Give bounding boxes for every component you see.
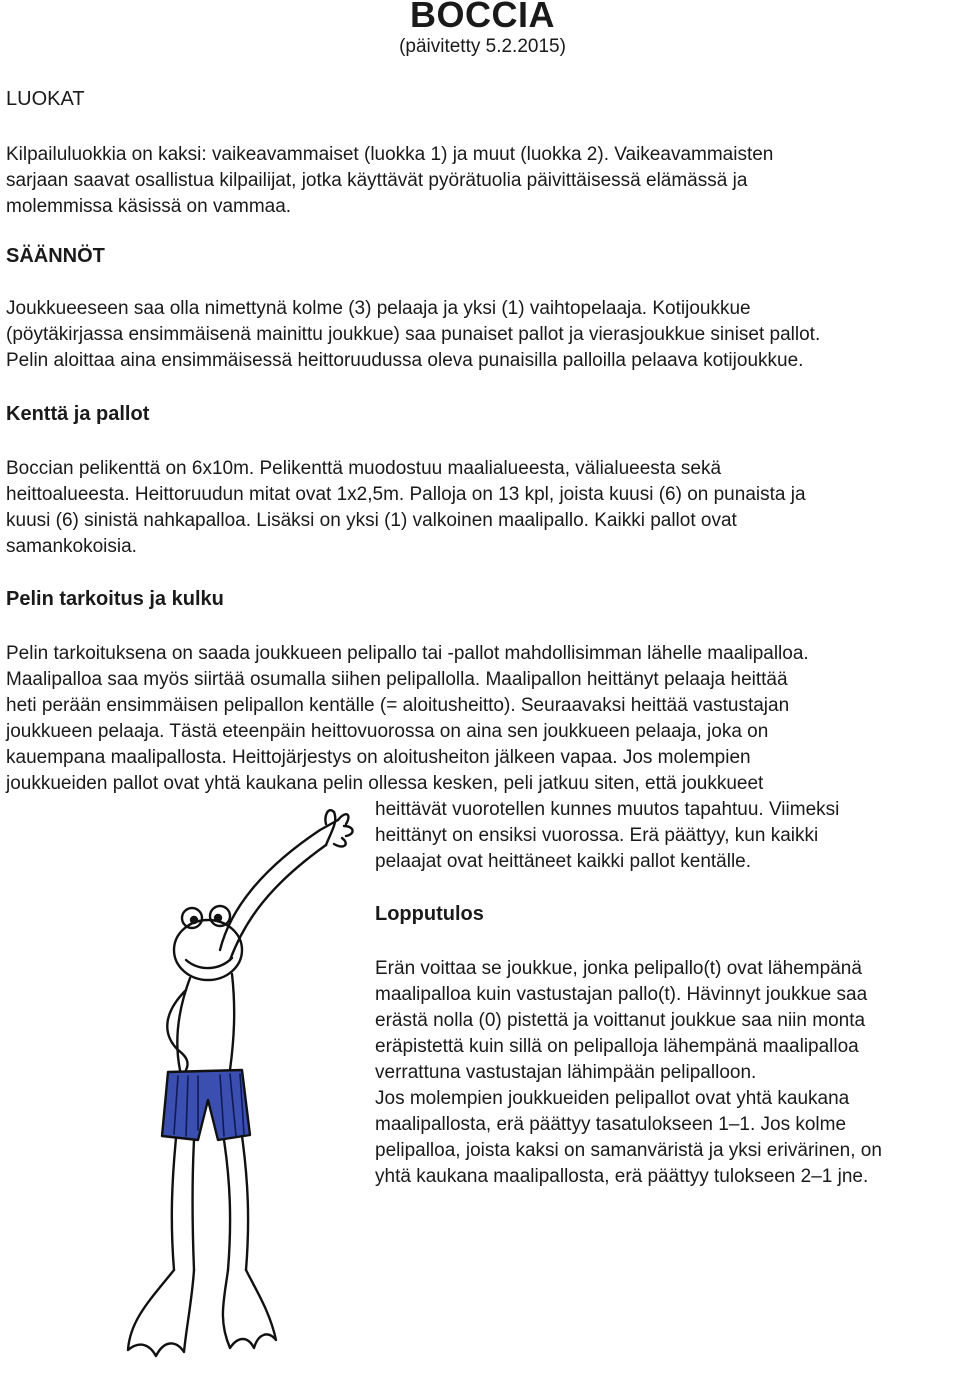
frog-stretching-illustration <box>120 800 360 1375</box>
paragraph-saannot <box>6 296 820 374</box>
paragraph-pelin <box>6 641 809 797</box>
text-line: Pelin tarkoituksena on saada joukkueen pelipallo tai -pallot mahdollisimman lähelle maalipalloa. <box>6 643 809 664</box>
updated-date: (päivitetty 5.2.2015) <box>399 36 566 57</box>
paragraph-kentta <box>6 456 806 560</box>
text-line: pelaajat ovat heittäneet kaikki pallot kentälle. <box>375 851 752 872</box>
text-line: heittävät vuorotellen kunnes muutos tapahtuu. Viimeksi <box>375 799 840 820</box>
text-line: samankokoisia. <box>6 536 137 557</box>
text-line: verrattuna vastustajan lähimpään pelipalloon. <box>375 1062 757 1083</box>
heading-lopputulos: Lopputulos <box>375 903 484 925</box>
text-line: Joukkueeseen saa olla nimettynä kolme (3) pelaaja ja yksi (1) vaihtopelaaja. Kotijoukkue <box>6 298 751 319</box>
text-line: erästä nolla (0) pistettä ja voittanut joukkue saa niin monta <box>375 1010 866 1031</box>
document-title: BOCCIA <box>410 0 555 35</box>
text-line: heittänyt on ensiksi vuorossa. Erä päättyy, kun kaikki <box>375 825 819 846</box>
text-line: heti perään ensimmäisen pelipallon kentälle (= aloitusheitto). Seuraavaksi heittää vastustajan <box>6 695 790 716</box>
text-line: kauempana maalipallosta. Heittojärjestys on aloitusheiton jälkeen vapaa. Jos molempien <box>6 747 751 768</box>
text-line: Maalipalloa saa myös siirtää osumalla siihen pelipallolla. Maalipallon heittänyt pelaaja heittää <box>6 669 788 690</box>
text-line: joukkueiden pallot ovat yhtä kaukana pelin ollessa kesken, peli jatkuu siten, että joukkueet <box>6 773 764 794</box>
paragraph-pelin-continued <box>375 797 839 875</box>
heading-pelin-tarkoitus: Pelin tarkoitus ja kulku <box>6 588 224 610</box>
text-line: joukkueen pelaaja. Tästä eteenpäin heittovuorossa on aina sen joukkueen pelaaja, joka on <box>6 721 769 742</box>
paragraph-luokat <box>6 142 773 220</box>
text-line: Pelin aloittaa aina ensimmäisessä heittoruudussa oleva punaisilla palloilla pelaava kotijoukkue. <box>6 350 804 371</box>
text-line: eräpistettä kuin sillä on pelipalloja lähempänä maalipalloa <box>375 1036 859 1057</box>
text-line: Erän voittaa se joukkue, jonka pelipallo(t) ovat lähempänä <box>375 958 862 979</box>
heading-luokat: LUOKAT <box>6 88 85 110</box>
heading-kentta-ja-pallot: Kenttä ja pallot <box>6 403 150 425</box>
text-line: Boccian pelikenttä on 6x10m. Pelikenttä muodostuu maalialueesta, välialueesta sekä <box>6 458 722 479</box>
text-line: maalipalloa kuin vastustajan pallo(t). Hävinnyt joukkue saa <box>375 984 868 1005</box>
text-line: pelipalloa, joista kaksi on samanväristä ja yksi erivärinen, on <box>375 1140 882 1161</box>
text-line: Kilpailuluokkia on kaksi: vaikeavammaiset (luokka 1) ja muut (luokka 2). Vaikeavammaisten <box>6 144 774 165</box>
text-line: sarjaan saavat osallistua kilpailijat, jotka käyttävät pyörätuolia päivittäisessä elämässä ja <box>6 170 748 191</box>
text-line: yhtä kaukana maalipallosta, erä päättyy tulokseen 2–1 jne. <box>375 1166 869 1187</box>
text-line: molemmissa käsissä on vammaa. <box>6 196 292 217</box>
paragraph-lopputulos <box>375 956 882 1190</box>
heading-saannot: SÄÄNNÖT <box>6 245 105 267</box>
text-line: heittoalueesta. Heittoruudun mitat ovat 1x2,5m. Palloja on 13 kpl, joista kuusi (6) on punaista ja <box>6 484 806 505</box>
text-line: Jos molempien joukkueiden pelipallot ovat yhtä kaukana <box>375 1088 850 1109</box>
text-line: kuusi (6) sinistä nahkapalloa. Lisäksi on yksi (1) valkoinen maalipallo. Kaikki pallot ovat <box>6 510 737 531</box>
text-line: (pöytäkirjassa ensimmäisenä mainittu joukkue) saa punaiset pallot ja vierasjoukkue siniset pallot. <box>6 324 821 345</box>
text-line: maalipallosta, erä päättyy tasatulokseen 1–1. Jos kolme <box>375 1114 847 1135</box>
